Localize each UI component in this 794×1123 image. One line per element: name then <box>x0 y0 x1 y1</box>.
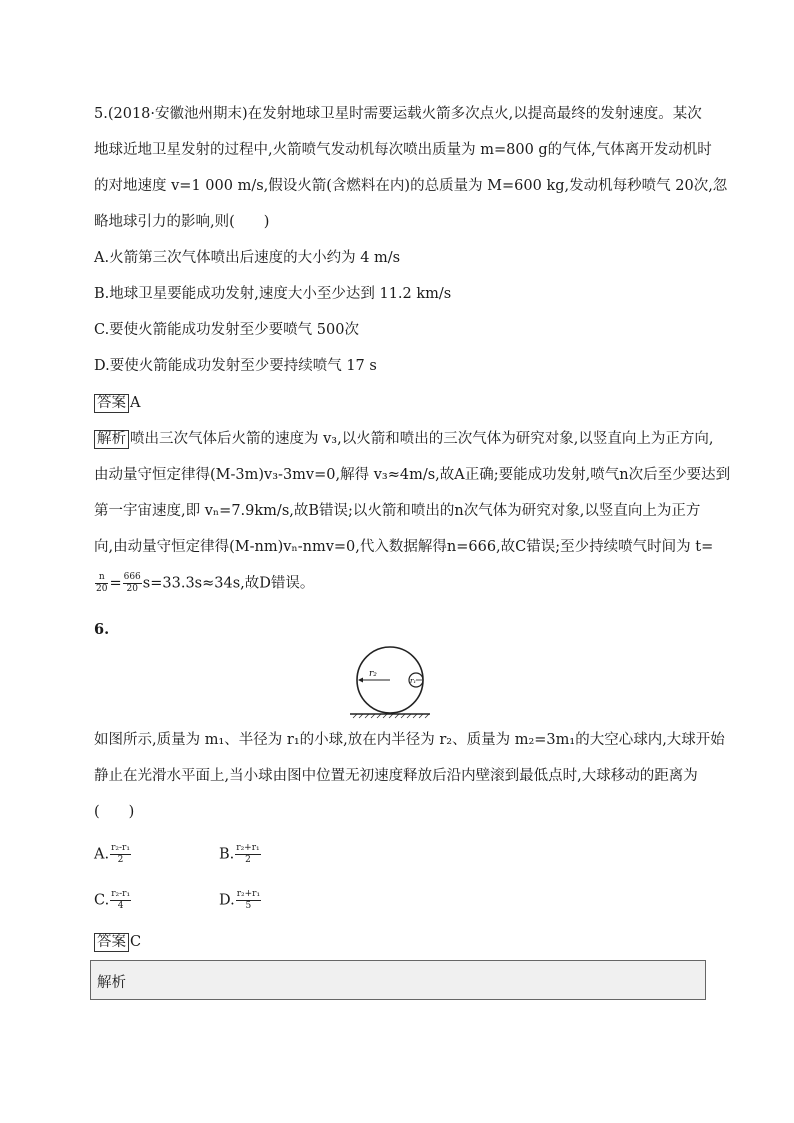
q6-option-a: A. $\frac{\text{r₂-r₁}}{2}$ <box>94 843 130 865</box>
q5-stem-line-3: 的对地速度 v=1 000 m/s,假设火箭(含燃料在内)的总质量为 M=600 kg,发动机每秒喷气 20次,忽 <box>94 178 728 194</box>
fraction: $\frac{\text{r₂-r₁}}{4}$ <box>111 889 131 911</box>
fraction: $\frac{\text{r₂+r₁}}{2}$ <box>236 843 260 865</box>
fraction: $\frac{\text{r₂+r₁}}{5}$ <box>236 889 261 911</box>
analysis-text: s=33.3s≈34s,故D错误。 <box>142 575 315 592</box>
q5-option-d: D.要使火箭能成功发射至少要持续喷气 17 s <box>94 358 377 374</box>
q6-option-b: B. $\frac{\text{r₂+r₁}}{2}$ <box>219 843 260 865</box>
q6-answer <box>94 932 141 952</box>
answer-tag: 答案 <box>94 394 129 413</box>
q5-option-a: A.火箭第三次气体喷出后速度的大小约为 4 m/s <box>94 250 401 266</box>
q5-option-b: B.地球卫星要能成功发射,速度大小至少达到 11.2 km/s <box>94 286 452 302</box>
analysis-text: 喷出三次气体后火箭的速度为 v₃,以火箭和喷出的三次气体为研究对象,以竖直向上为正方向, <box>130 431 714 447</box>
answer-value: A <box>130 395 141 411</box>
q5-analysis-line-3: 第一宇宙速度,即 vₙ=7.9km/s,故B错误;以火箭和喷出的n次气体为研究对象,以竖直向上为正方 <box>94 503 701 519</box>
q6-figure <box>345 645 435 720</box>
q6-option-d: D. $\frac{\text{r₂+r₁}}{5}$ <box>219 889 261 911</box>
fraction: $\frac{\text{r₂-r₁}}{2}$ <box>111 843 130 865</box>
q5-analysis-line-2: 由动量守恒定律得(M-3m)v₃-3mv=0,解得 v₃≈4m/s,故A正确;要能成功发射,喷气n次后至少要达到 <box>94 467 731 483</box>
label-r2: r₂ <box>369 669 377 679</box>
fraction: $\frac{666}{20}$ <box>123 572 141 594</box>
q5-stem-line-2: 地球近地卫星发射的过程中,火箭喷气发动机每次喷出质量为 m=800 g的气体,气体离开发动机时 <box>94 142 712 158</box>
fraction: $\frac{n}{20}$ <box>96 572 108 594</box>
q5-analysis-line-4: 向,由动量守恒定律得(M-nm)vₙ-nmv=0,代入数据解得n=666,故C错误;至少持续喷气时间为 t= <box>94 539 714 555</box>
answer-tag: 答案 <box>94 933 129 952</box>
q5-answer <box>94 393 140 413</box>
q5-stem-line-1: 5.(2018·安徽池州期末)在发射地球卫星时需要运载火箭多次点火,以提高最终的发射速度。某次 <box>94 106 702 122</box>
q5-stem-line-4: 略地球引力的影响,则( ) <box>94 214 270 230</box>
q6-stem-line-3: ( ) <box>94 804 135 820</box>
q6-option-c: C. $\frac{\text{r₂-r₁}}{4}$ <box>94 889 131 911</box>
q5-analysis-line-5: $\frac{n}{20}$ = $\frac{666}{20}$ s=33.3s≈34s,故D错误。 <box>96 572 315 594</box>
q6-analysis-box <box>90 960 706 1000</box>
answer-value: C <box>130 934 142 950</box>
analysis-tag: 解析 <box>94 430 129 449</box>
q5-option-c: C.要使火箭能成功发射至少要喷气 500次 <box>94 322 359 338</box>
analysis-label: 解析 <box>97 975 126 991</box>
q6-stem-line-2: 静止在光滑水平面上,当小球由图中位置无初速度释放后沿内壁滚到最低点时,大球移动的距离为 <box>94 768 698 784</box>
label-r1: r₁ <box>410 677 417 685</box>
q5-analysis-line-1 <box>94 429 713 449</box>
q6-stem-line-1: 如图所示,质量为 m₁、半径为 r₁的小球,放在内半径为 r₂、质量为 m₂=3m₁的大空心球内,大球开始 <box>94 732 725 748</box>
q6-number: 6. <box>94 621 110 638</box>
